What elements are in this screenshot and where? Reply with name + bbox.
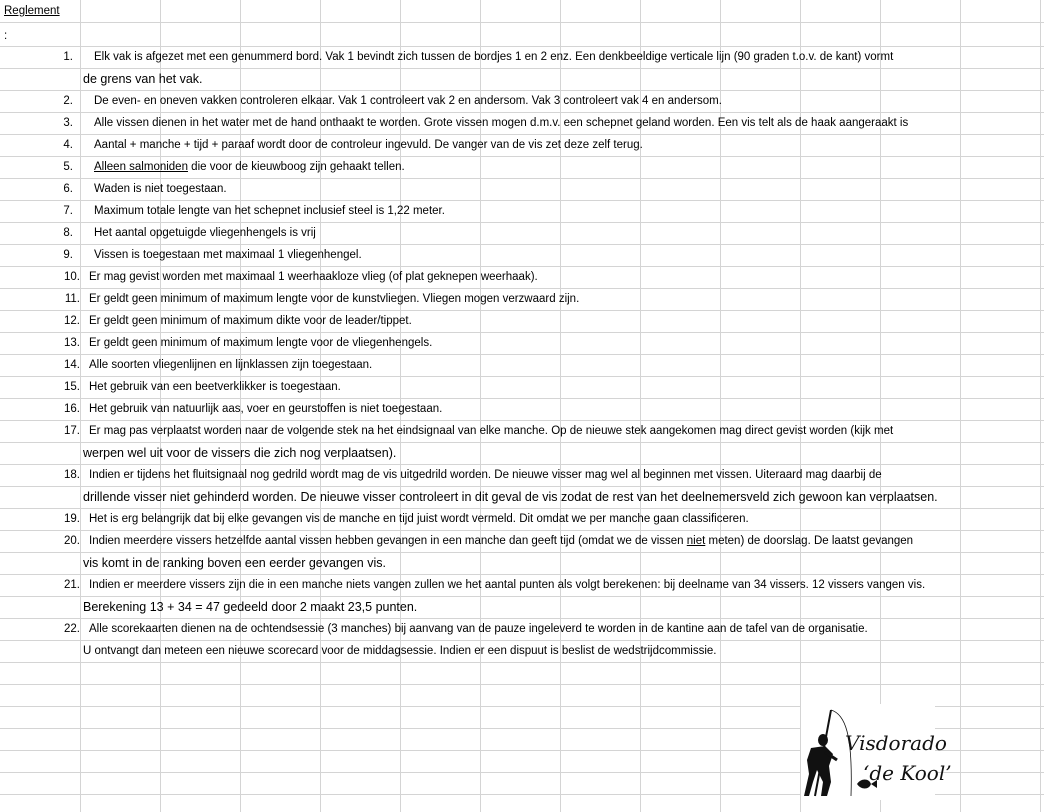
rule-number: 22. — [64, 623, 80, 635]
rule-number: 10. — [64, 271, 80, 283]
rule-number: 18. — [64, 469, 80, 481]
grid-col-line — [960, 0, 961, 812]
rule-continuation[interactable]: drillende visser niet gehinderd worden. De nieuwe visser controleert in dit geval de vis zodat de rest van het deelnemersveld zich gewoon kan verplaatsen. — [83, 490, 938, 504]
rule-number: 8. — [63, 227, 73, 239]
rule-continuation[interactable]: Berekening 13 + 34 = 47 gedeeld door 2 maakt 23,5 punten. — [83, 600, 418, 614]
rule-number: 7. — [63, 205, 73, 217]
rule-number: 14. — [64, 359, 80, 371]
rule-text[interactable]: Het gebruik van een beetverklikker is toegestaan. — [89, 381, 341, 393]
rule-continuation[interactable]: de grens van het vak. — [83, 72, 203, 86]
rule-text[interactable]: Waden is niet toegestaan. — [94, 183, 227, 195]
rule-continuation[interactable]: vis komt in de ranking boven een eerder gevangen vis. — [83, 556, 386, 570]
rule-text[interactable]: Het is erg belangrijk dat bij elke gevangen vis de manche en tijd juist wordt vermeld. Dit omdat we per manche gaan classificeren. — [89, 513, 749, 525]
rule-number: 15. — [64, 381, 80, 393]
rule-text[interactable]: Er mag gevist worden met maximaal 1 weerhaakloze vlieg (of plat geknepen weerhaak). — [89, 271, 538, 283]
rule-number: 5. — [63, 161, 73, 173]
rule-text[interactable]: Alle soorten vliegenlijnen en lijnklassen zijn toegestaan. — [89, 359, 373, 371]
rule-text-b: meten) de doorslag. De laatst gevangen — [705, 535, 914, 547]
rule-number: 16. — [64, 403, 80, 415]
grid-row-line — [0, 684, 1044, 685]
sheet-title[interactable]: Reglement — [4, 5, 60, 17]
rule-number: 19. — [64, 513, 80, 525]
angler-logo-icon — [801, 704, 952, 800]
rule-text[interactable]: Er mag pas verplaatst worden naar de volgende stek na het eindsignaal van elke manche. Op de nieuwe stek aangekomen mag direct gevist worden (kijk met — [89, 425, 894, 437]
rule-continuation[interactable]: werpen wel uit voor de vissers die zich nog verplaatsen). — [83, 446, 397, 460]
rule-text[interactable]: Maximum totale lengte van het schepnet inclusief steel is 1,22 meter. — [94, 205, 445, 217]
rule-text[interactable]: Alle vissen dienen in het water met de hand onthaakt te worden. Grote vissen mogen d.m.v. een schepnet geland worden. Een vis telt als de haak aangeraakt is — [94, 117, 909, 129]
rule-text[interactable]: Er geldt geen minimum of maximum dikte voor de leader/tippet. — [89, 315, 412, 327]
underlined-text: niet — [686, 535, 706, 547]
rule-number: 21. — [64, 579, 80, 591]
rule-text[interactable]: Indien er meerdere vissers zijn die in een manche niets vangen zullen we het aantal punten als volgt berekenen: bij deelname van 34 vissers. 12 vissers vangen vis. — [89, 579, 926, 591]
rule-continuation[interactable]: U ontvangt dan meteen een nieuwe scorecard voor de middagsessie. Indien er een dispuut is beslist de wedstrijdcommissie. — [83, 645, 717, 657]
grid-row-line — [0, 22, 1044, 23]
rule-text-a: Indien meerdere vissers hetzelfde aantal vissen hebben gevangen in een manche dan geeft tijd (omdat we de vissen — [89, 535, 687, 547]
colon-cell[interactable]: : — [4, 30, 8, 42]
visdorado-logo — [801, 704, 952, 800]
rule-number: 20. — [64, 535, 80, 547]
rule-number: 4. — [63, 139, 73, 151]
logo-text-line2: ‘de Kool’ — [863, 761, 952, 785]
underlined-text: Alleen salmoniden — [94, 161, 188, 173]
rule-number: 12. — [64, 315, 80, 327]
rule-text[interactable]: Er geldt geen minimum of maximum lengte voor de vliegenhengels. — [89, 337, 433, 349]
rule-number: 6. — [63, 183, 73, 195]
rule-number: 17. — [64, 425, 80, 437]
rule-text[interactable]: Het gebruik van natuurlijk aas, voer en geurstoffen is niet toegestaan. — [89, 403, 443, 415]
rule-text[interactable] — [94, 156, 405, 178]
logo-text-line1: Visdorado — [845, 731, 947, 755]
rule-text-rest: die voor de kieuwboog zijn gehaakt tellen. — [187, 161, 405, 173]
rule-number: 13. — [64, 337, 80, 349]
rule-text[interactable]: Alle scorekaarten dienen na de ochtendsessie (3 manches) bij aanvang van de pauze ingeleverd te worden in de kantine aan de tafel van de organisatie. — [89, 623, 868, 635]
rule-number: 9. — [63, 249, 73, 261]
rule-text[interactable]: Er geldt geen minimum of maximum lengte voor de kunstvliegen. Vliegen mogen verzwaard zijn. — [89, 293, 580, 305]
rule-text[interactable]: Het aantal opgetuigde vliegenhengels is vrij — [94, 227, 316, 239]
rule-text[interactable]: Aantal + manche + tijd + paraaf wordt door de controleur ingevuld. De vanger van de vis zet deze zelf terug. — [94, 139, 643, 151]
rule-number: 1. — [63, 51, 73, 63]
rule-text[interactable]: De even- en oneven vakken controleren elkaar. Vak 1 controleert vak 2 en andersom. Vak 3 controleert vak 4 en andersom. — [94, 95, 722, 107]
rule-number: 3. — [63, 117, 73, 129]
rule-number: 2. — [63, 95, 73, 107]
grid-col-line — [80, 0, 81, 812]
grid-row-line — [0, 662, 1044, 663]
rule-number: 11. — [64, 293, 80, 305]
rule-text[interactable]: Elk vak is afgezet met een genummerd bord. Vak 1 bevindt zich tussen de bordjes 1 en 2 enz. Een denkbeeldige verticale lijn (90 graden t.o.v. de kant) vormt — [94, 51, 894, 63]
grid-col-line — [1040, 0, 1041, 812]
rule-text[interactable] — [89, 530, 913, 552]
rule-text[interactable]: Indien er tijdens het fluitsignaal nog gedrild wordt mag de vis uitgedrild worden. De nieuwe visser mag wel al beginnen met vissen. Uiteraard mag daarbij de — [89, 469, 882, 481]
rule-text[interactable]: Vissen is toegestaan met maximaal 1 vliegenhengel. — [94, 249, 362, 261]
